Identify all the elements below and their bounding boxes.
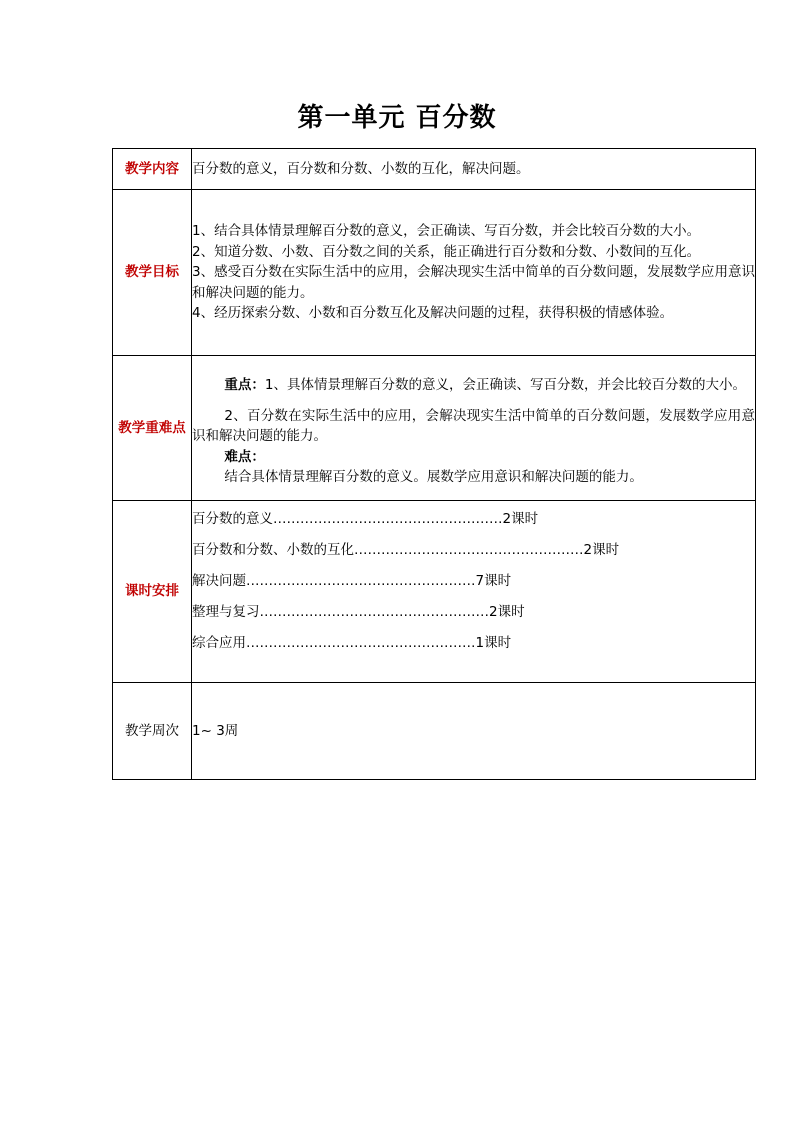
- goal-item: 2、知道分数、小数、百分数之间的关系，能正确进行百分数和分数、小数间的互化。: [192, 243, 701, 260]
- schedule-item: 整理与复习……………………………………………2课时: [192, 604, 525, 620]
- table-row-weeks: [113, 683, 756, 780]
- goal-item: 1、结合具体情景理解百分数的意义，会正确读、写百分数，并会比较百分数的大小。: [192, 223, 701, 240]
- row-label-key-points: 教学重难点: [113, 356, 192, 501]
- weeks-text: 1~ 3周: [192, 683, 756, 780]
- schedule-item: 百分数和分数、小数的互化……………………………………………2课时: [192, 542, 620, 558]
- row-label-weeks: 教学周次: [113, 683, 192, 780]
- row-label-goals: 教学目标: [113, 190, 192, 356]
- schedule-item: 综合应用……………………………………………1课时: [192, 635, 512, 651]
- row-label-schedule: 课时安排: [113, 501, 192, 683]
- row-label-content: 教学内容: [113, 149, 192, 190]
- key-point-2: [192, 406, 755, 447]
- goal-item: 4、经历探索分数、小数和百分数互化及解决问题的过程，获得积极的情感体验。: [192, 305, 674, 322]
- lesson-plan-table: [112, 148, 756, 780]
- goal-item: 3、感受百分数在实际生活中的应用，会解决现实生活中简单的百分数问题，发展数学应用意识和解决问题的能力。: [192, 264, 755, 301]
- difficulty-heading-line: [192, 447, 755, 468]
- key-item-1: 1、具体情景理解百分数的意义，会正确读、写百分数，并会比较百分数的大小。: [264, 376, 746, 393]
- schedule-item: 解决问题……………………………………………7课时: [192, 573, 512, 589]
- difficulty-heading: 难点：: [224, 448, 265, 465]
- table-row-goals: [113, 190, 756, 356]
- key-points-cell: [192, 356, 756, 501]
- page-title: 第一单元 百分数: [297, 103, 497, 133]
- difficulty-text: 结合具体情景理解百分数的意义。展数学应用意识和解决问题的能力。: [224, 469, 643, 485]
- schedule-item: 百分数的意义……………………………………………2课时: [192, 511, 539, 527]
- content-text: 百分数的意义，百分数和分数、小数的互化，解决问题。: [192, 149, 756, 190]
- goals-cell: [192, 190, 756, 356]
- key-heading: 重点：: [224, 376, 265, 393]
- difficulty-line: [192, 467, 755, 488]
- schedule-cell: [192, 501, 756, 683]
- key-item-2: 2、百分数在实际生活中的应用，会解决现实生活中简单的百分数问题，发展数学应用意识和解决问题的能力。: [192, 407, 755, 444]
- key-point-1: [192, 369, 755, 402]
- table-row-content: [113, 149, 756, 190]
- table-row-schedule: [113, 501, 756, 683]
- table-row-key-points: [113, 356, 756, 501]
